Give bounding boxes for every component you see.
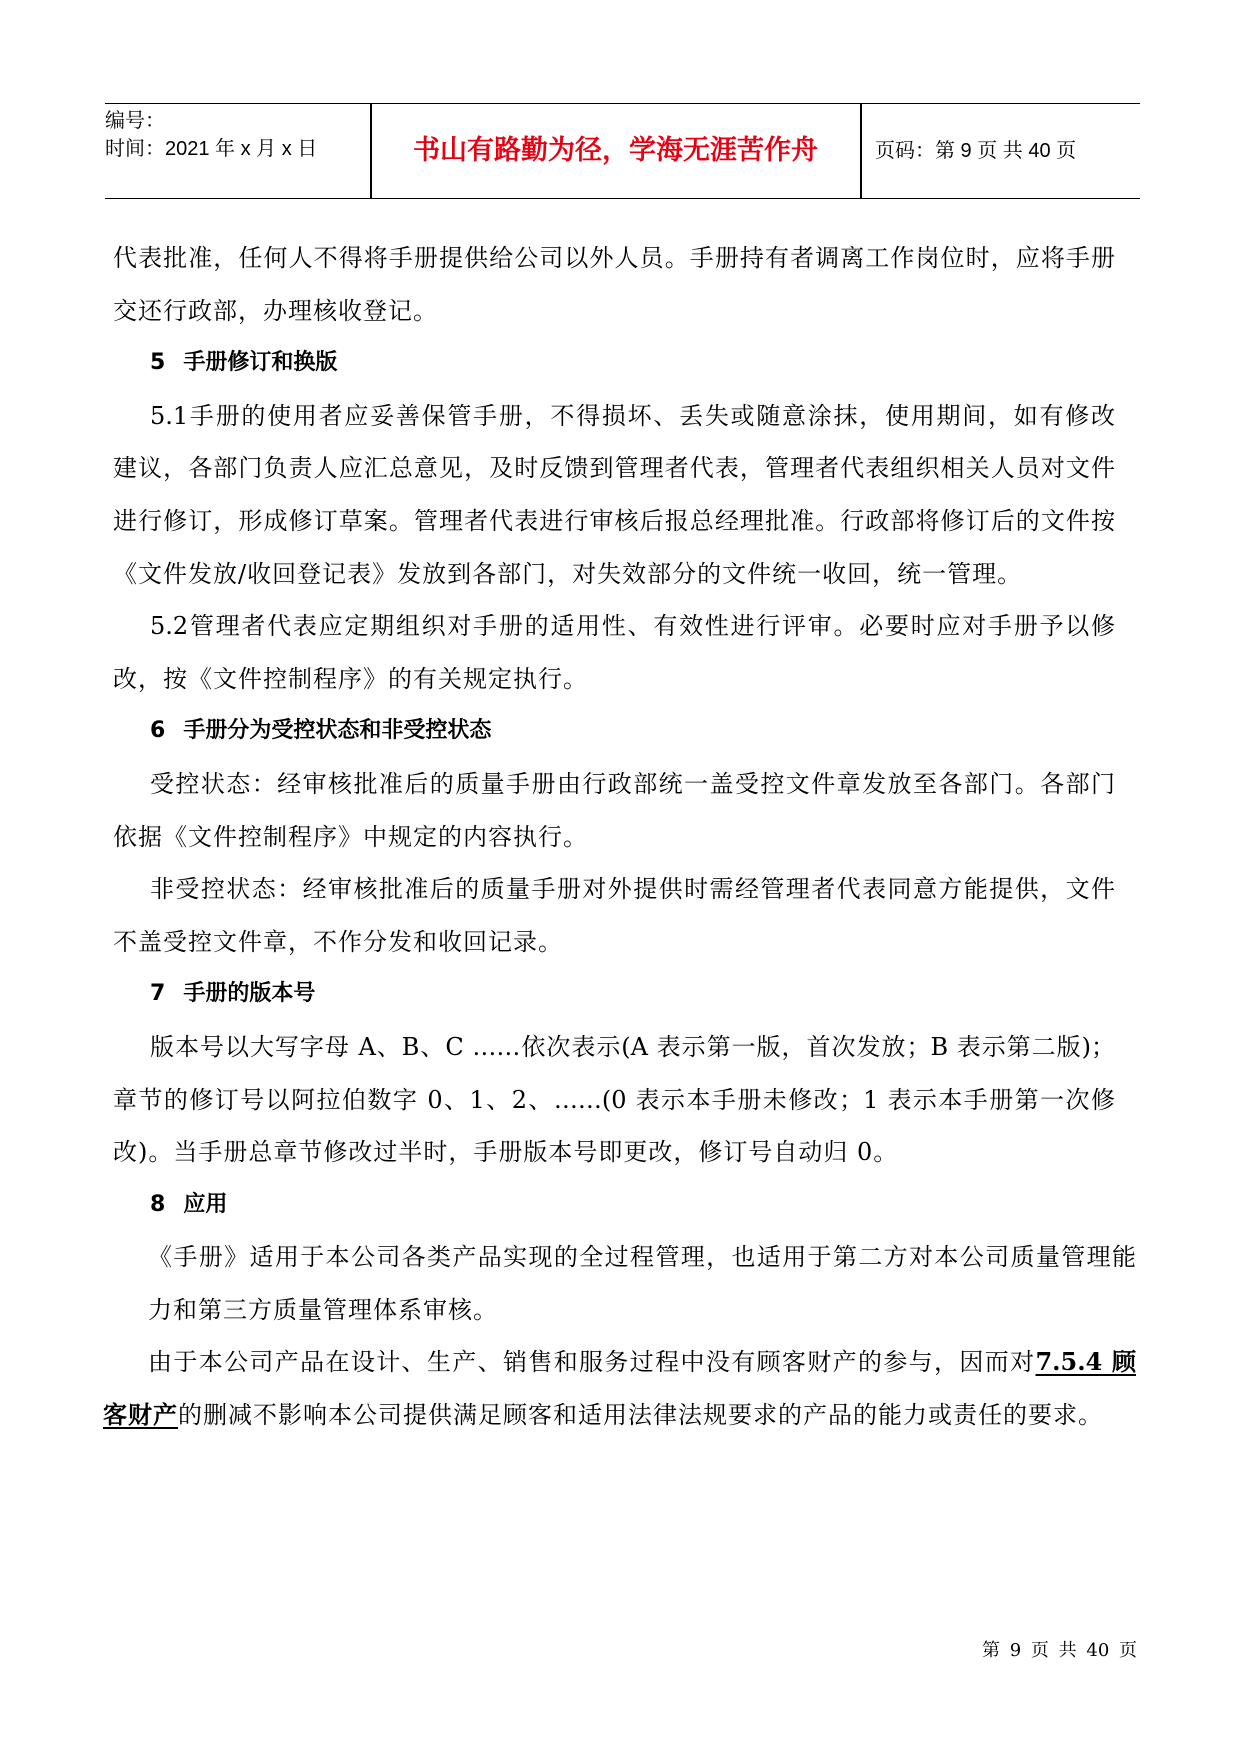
header-motto: 书山有路勤为径，学海无涯苦作舟 bbox=[413, 135, 818, 166]
section-number: 6 bbox=[150, 718, 166, 744]
document-number-label: 编号： bbox=[105, 110, 165, 132]
paragraph-line: 非受控状态：经审核批准后的质量手册对外提供时需经管理者代表同意方能提供，文件 bbox=[150, 875, 1115, 904]
paragraph-line: 版本号以大写字母 A、B、C ……依次表示(A 表示第一版，首次发放；B 表示第二版)； bbox=[150, 1032, 1115, 1061]
document-header-table bbox=[105, 103, 1140, 199]
section-heading-7 bbox=[150, 968, 1241, 1021]
clause-reference-link[interactable]: 7.5.4 顾 bbox=[1035, 1347, 1136, 1377]
paragraph-line: 改)。当手册总章节修改过半时，手册版本号即更改，修订号自动归 0。 bbox=[113, 1138, 899, 1167]
clause-reference-link[interactable]: 客财产 bbox=[103, 1400, 178, 1430]
section-heading-5 bbox=[150, 337, 1241, 390]
paragraph-line: 代表批准，任何人不得将手册提供给公司以外人员。手册持有者调离工作岗位时，应将手册 bbox=[113, 244, 1115, 272]
section-title: 手册分为受控状态和非受控状态 bbox=[183, 718, 492, 744]
paragraph-line: 交还行政部，办理核收登记。 bbox=[113, 296, 438, 325]
paragraph-line bbox=[148, 1336, 1136, 1389]
section-title: 应用 bbox=[183, 1191, 228, 1217]
paragraph-line: 依据《文件控制程序》中规定的内容执行。 bbox=[113, 822, 588, 851]
paragraph-line: 力和第三方质量管理体系审核。 bbox=[148, 1295, 498, 1324]
paragraph-line: 《文件发放/收回登记表》发放到各部门，对失效部分的文件统一收回，统一管理。 bbox=[113, 559, 1023, 588]
section-number: 7 bbox=[150, 981, 166, 1007]
section-title: 手册修订和换版 bbox=[183, 350, 338, 376]
section-number: 5 bbox=[150, 350, 166, 376]
paragraph-text: 的删减不影响本公司提供满足顾客和适用法律法规要求的产品的能力或责任的要求。 bbox=[178, 1401, 1103, 1430]
paragraph-line: 5.2管理者代表应定期组织对手册的适用性、有效性进行评审。必要时应对手册予以修 bbox=[150, 612, 1115, 641]
document-body bbox=[0, 232, 1241, 1442]
paragraph-line: 进行修订，形成修订草案。管理者代表进行审核后报总经理批准。行政部将修订后的文件按 bbox=[113, 506, 1115, 535]
section-heading-6 bbox=[150, 705, 1241, 758]
paragraph-line: 不盖受控文件章，不作分发和收回记录。 bbox=[113, 927, 563, 956]
section-heading-8 bbox=[150, 1179, 1241, 1232]
paragraph-line: 5.1手册的使用者应妥善保管手册，不得损坏、丢失或随意涂抹，使用期间，如有修改 bbox=[150, 401, 1115, 430]
paragraph-line: 受控状态：经审核批准后的质量手册由行政部统一盖受控文件章发放至各部门。各部门 bbox=[150, 769, 1115, 798]
paragraph-line: 改，按《文件控制程序》的有关规定执行。 bbox=[113, 664, 588, 693]
section-number: 8 bbox=[150, 1191, 166, 1217]
paragraph-line: 章节的修订号以阿拉伯数字 0、1、2、……(0 表示本手册未修改；1 表示本手册第一次修 bbox=[113, 1085, 1115, 1114]
document-time-label: 时间：2021 年 x 月 x 日 bbox=[105, 138, 318, 160]
section-title: 手册的版本号 bbox=[183, 981, 316, 1007]
paragraph-text: 由于本公司产品在设计、生产、销售和服务过程中没有顾客财产的参与，因而对 bbox=[148, 1348, 1036, 1377]
page-footer-number: 第 9 页 共 40 页 bbox=[982, 1640, 1137, 1661]
header-divider-right bbox=[860, 104, 862, 198]
header-page-label: 页码：第 9 页 共 40 页 bbox=[875, 140, 1077, 162]
paragraph-line: 建议，各部门负责人应汇总意见，及时反馈到管理者代表，管理者代表组织相关人员对文件 bbox=[113, 454, 1115, 483]
paragraph-line: 《手册》适用于本公司各类产品实现的全过程管理，也适用于第二方对本公司质量管理能 bbox=[148, 1243, 1136, 1272]
paragraph-line bbox=[103, 1389, 1241, 1442]
